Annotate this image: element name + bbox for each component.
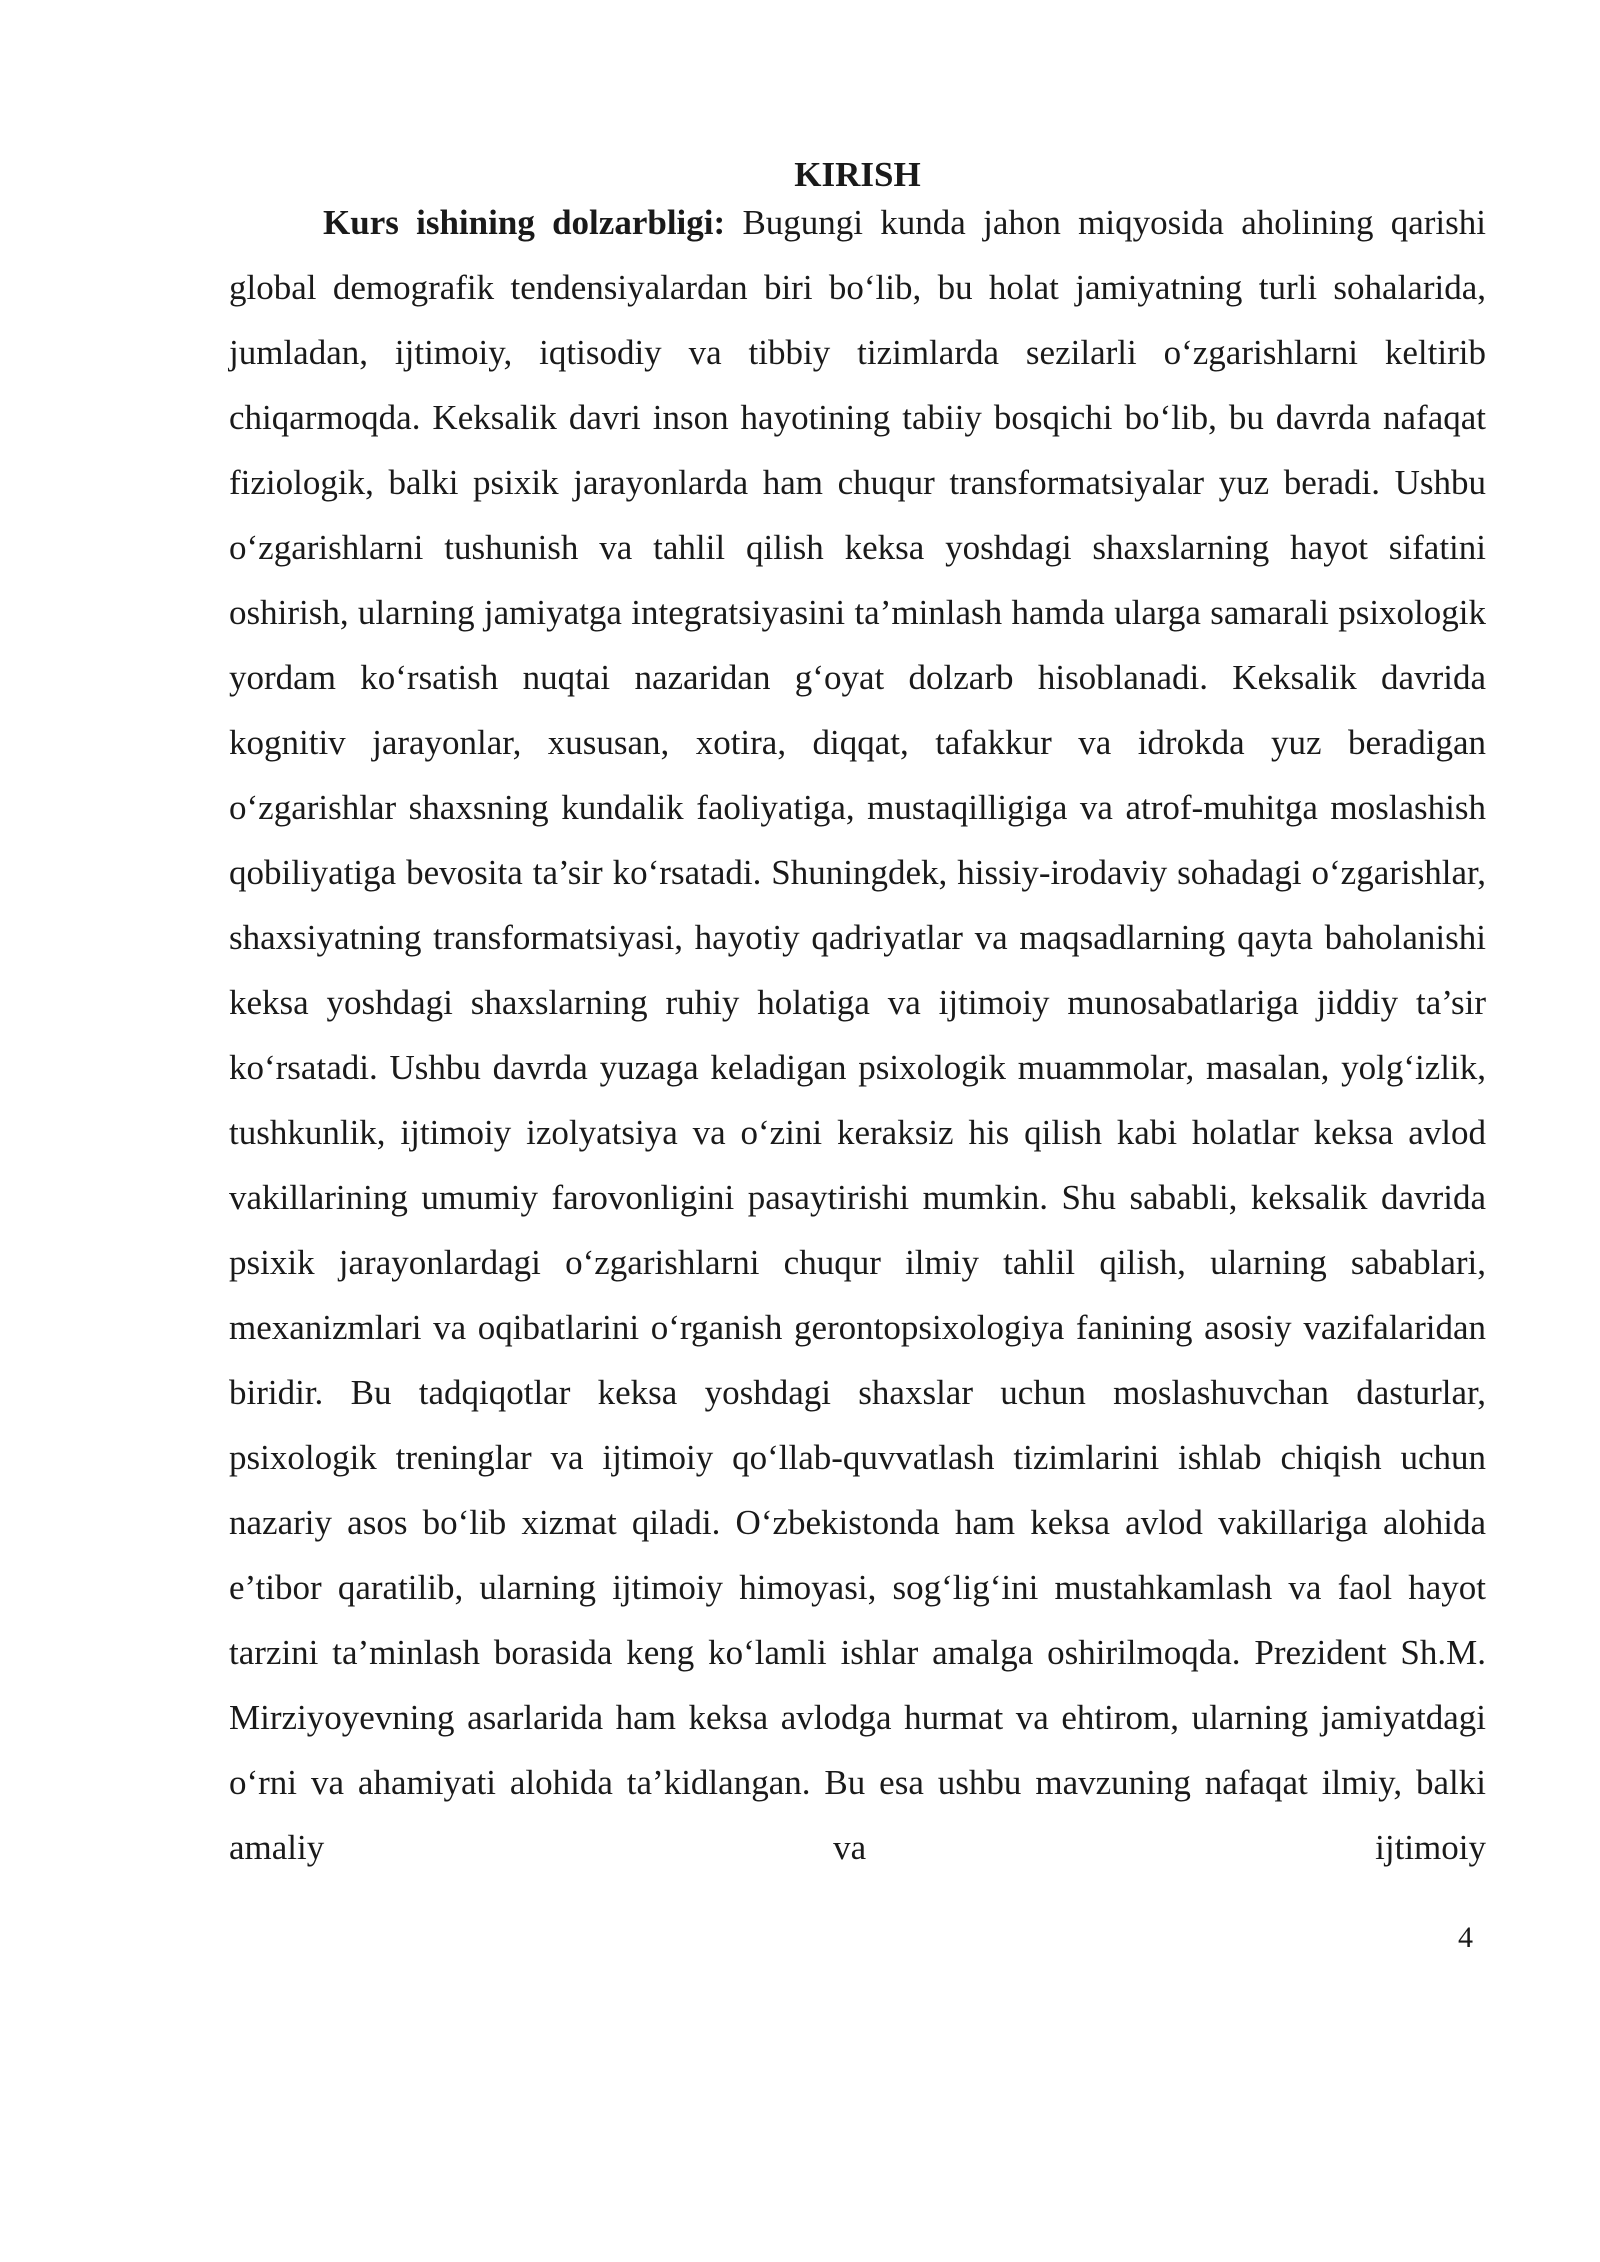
paragraph-text: Bugungi kunda jahon miqyosida aholining qarishi global demografik tendensiyalardan biri bo‘lib, bu holat jamiyatning turli sohalarida, jumladan, ijtimoiy, iqtisodiy va tibbiy tizimlarda sezilarli o‘zgarishlarni keltirib chiqarmoqda. Keksalik davri inson hayotining tabiiy bosqichi bo‘lib, bu davrda nafaqat fiziologik, balki psixik jarayonlarda ham chuqur transformatsiyalar yuz beradi. Ushbu o‘zgarishlarni tushunish va tahlil qilish keksa yoshdagi shaxslarning hayot sifatini oshirish, ularning jamiyatga integratsiyasini ta’minlash hamda ularga samarali psixologik yordam ko‘rsatish nuqtai nazaridan g‘oyat dolzarb hisoblanadi. Keksalik davrida kognitiv jarayonlar, xususan, xotira, diqqat, tafakkur va idrokda yuz beradigan o‘zgarishlar shaxsning kundalik faoliyatiga, mustaqilligiga va atrof-muhitga moslashish qobiliyatiga bevosita ta’sir ko‘rsatadi. Shuningdek, hissiy-irodaviy sohadagi o‘zgarishlar, shaxsiyatning transformatsiyasi, hayotiy qadriyatlar va maqsadlarning qayta baholanishi keksa yoshdagi shaxslarning ruhiy holatiga va ijtimoiy munosabatlariga jiddiy ta’sir ko‘rsatadi. Ushbu davrda yuzaga keladigan psixologik muammolar, masalan, yolg‘izlik, tushkunlik, ijtimoiy izolyatsiya va o‘zini keraksiz his qilish kabi holatlar keksa avlod vakillarining umumiy farovonligini pasaytirishi mumkin. Shu sababli, keksalik davrida psixik jarayonlardagi o‘zgarishlarni chuqur ilmiy tahlil qilish, ularning sabablari, mexanizmlari va oqibatlarini o‘rganish gerontopsixologiya fanining asosiy vazifalaridan biridir. Bu tadqiqotlar keksa yoshdagi shaxslar uchun moslashuvchan dasturlar, psixologik treninglar va ijtimoiy qo‘llab-quvvatlash tizimlarini ishlab chiqish uchun nazariy asos bo‘lib xizmat qiladi. O‘zbekistonda ham keksa avlod vakillariga alohida e’tibor qaratilib, ularning ijtimoiy himoyasi, sog‘lig‘ini mustahkamlash va faol hayot tarzini ta’minlash borasida keng ko‘lamli ishlar amalga oshirilmoqda. Prezident Sh.M. Mirziyoyevning asarlarida ham keksa avlodga hurmat va ehtirom, ularning jamiyatdagi o‘rni va ahamiyati alohida ta’kidlangan. Bu esa ushbu mavzuning nafaqat ilmiy, balki amaliy va ijtimoiy [229,203,1486,1867]
body-paragraph [229,190,1486,1880]
section-heading: KIRISH [794,155,921,194]
paragraph-lead-label: Kurs ishining dolzarbligi: [323,203,726,242]
page-number: 4 [1458,1921,1473,1954]
